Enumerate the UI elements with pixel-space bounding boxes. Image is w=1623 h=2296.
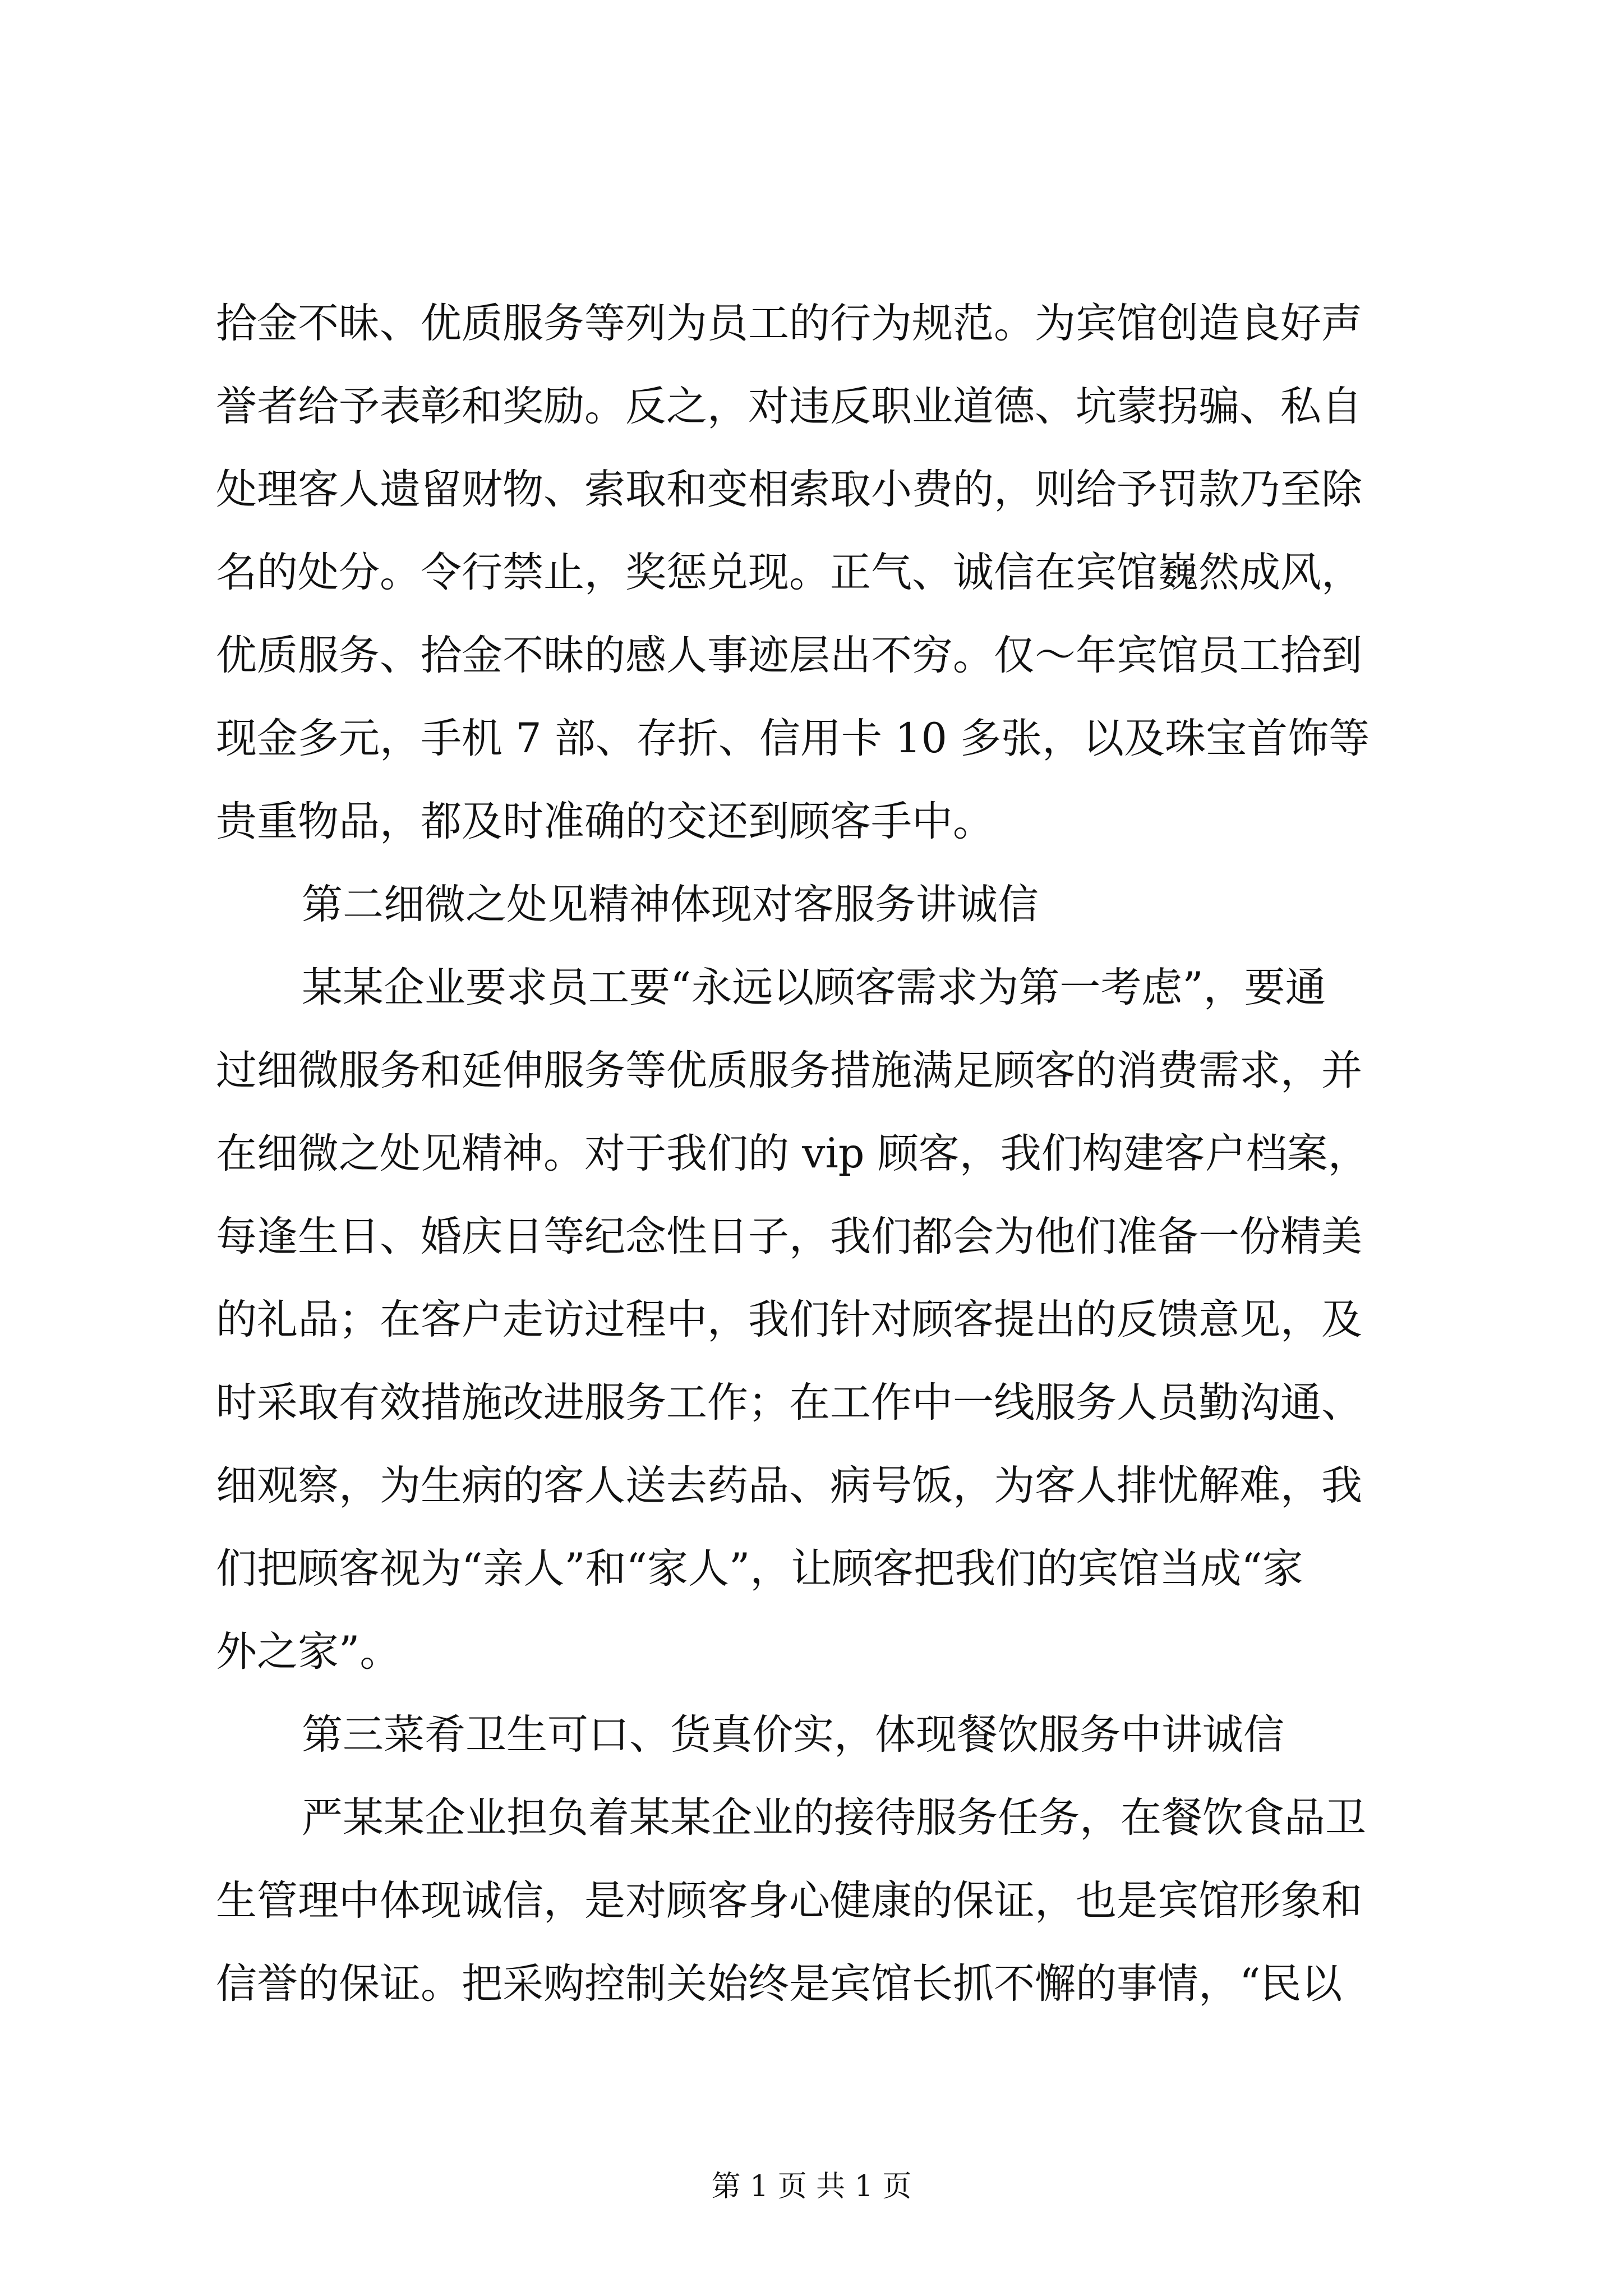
text-line-content: 的礼品；在客户走访过程中，我们针对顾客提出的反馈意见，及 [216, 1296, 1362, 1343]
text-line [0, 1206, 1623, 1268]
text-line [0, 1787, 1623, 1849]
text-line [0, 1123, 1623, 1185]
text-line-content: 名的处分。令行禁止，奖惩兑现。正气、诚信在宾馆巍然成风， [216, 549, 1362, 596]
text-line-content: 优质服务、拾金不昧的感人事迹层出不穷。仅～年宾馆员工拾到 [216, 632, 1362, 679]
text-line-content: 严某某企业担负着某某企业的接待服务任务，在餐饮食品卫 [302, 1794, 1366, 1842]
text-line-content: 每逢生日、婚庆日等纪念性日子，我们都会为他们准备一份精美 [216, 1213, 1362, 1260]
text-line-content: 拾金不昧、优质服务等列为员工的行为规范。为宾馆创造良好声 [216, 300, 1362, 347]
text-line-content: 们把顾客视为“亲人”和“家人”，让顾客把我们的宾馆当成“家 [216, 1545, 1303, 1593]
text-line-content: 信誉的保证。把采购控制关始终是宾馆长抓不懈的事情，“民以 [216, 1960, 1343, 2008]
text-line [0, 1372, 1623, 1434]
text-line [0, 376, 1623, 438]
text-line [0, 1040, 1623, 1102]
text-line [0, 1289, 1623, 1351]
text-line [0, 1455, 1623, 1517]
text-line-content: 在细微之处见精神。对于我们的 vip 顾客，我们构建客户档案， [216, 1130, 1369, 1177]
text-line-content: 细观察，为生病的客人送去药品、病号饭，为客人排忧解难，我 [216, 1462, 1362, 1510]
section-heading-text: 第二细微之处见精神体现对客服务讲诚信 [302, 881, 1039, 928]
page-number-label: 第 1 页 共 1 页 [711, 2170, 912, 2203]
text-line-content: 贵重物品，都及时准确的交还到顾客手中。 [216, 798, 994, 845]
text-line [0, 1953, 1623, 2015]
text-line [0, 459, 1623, 521]
text-line [0, 957, 1623, 1019]
text-line [0, 1538, 1623, 1600]
text-line-content: 某某企业要求员工要“永远以顾客需求为第一考虑”，要通 [302, 964, 1326, 1011]
text-line [0, 1621, 1623, 1683]
text-line-content: 处理客人遗留财物、索取和变相索取小费的，则给予罚款乃至除 [216, 466, 1362, 513]
text-line [0, 542, 1623, 604]
text-line-content: 过细微服务和延伸服务等优质服务措施满足顾客的消费需求，并 [216, 1047, 1362, 1094]
section-heading [0, 874, 1623, 936]
text-line [0, 293, 1623, 355]
section-heading [0, 1704, 1623, 1766]
text-line-content: 誉者给予表彰和奖励。反之，对违反职业道德、坑蒙拐骗、私自 [216, 383, 1362, 430]
text-line-content: 生管理中体现诚信，是对顾客身心健康的保证，也是宾馆形象和 [216, 1877, 1362, 1925]
text-line [0, 1870, 1623, 1932]
page-footer [0, 2164, 1623, 2209]
section-heading-text: 第三菜肴卫生可口、货真价实，体现餐饮服务中讲诚信 [302, 1711, 1284, 1759]
text-line-content: 时采取有效措施改进服务工作；在工作中一线服务人员勤沟通、 [216, 1379, 1362, 1427]
text-line [0, 708, 1623, 770]
text-line-content: 现金多元，手机 7 部、存折、信用卡 10 多张，以及珠宝首饰等 [216, 715, 1370, 762]
text-line-content: 外之家”。 [216, 1628, 401, 1676]
text-line [0, 625, 1623, 687]
text-line [0, 791, 1623, 853]
